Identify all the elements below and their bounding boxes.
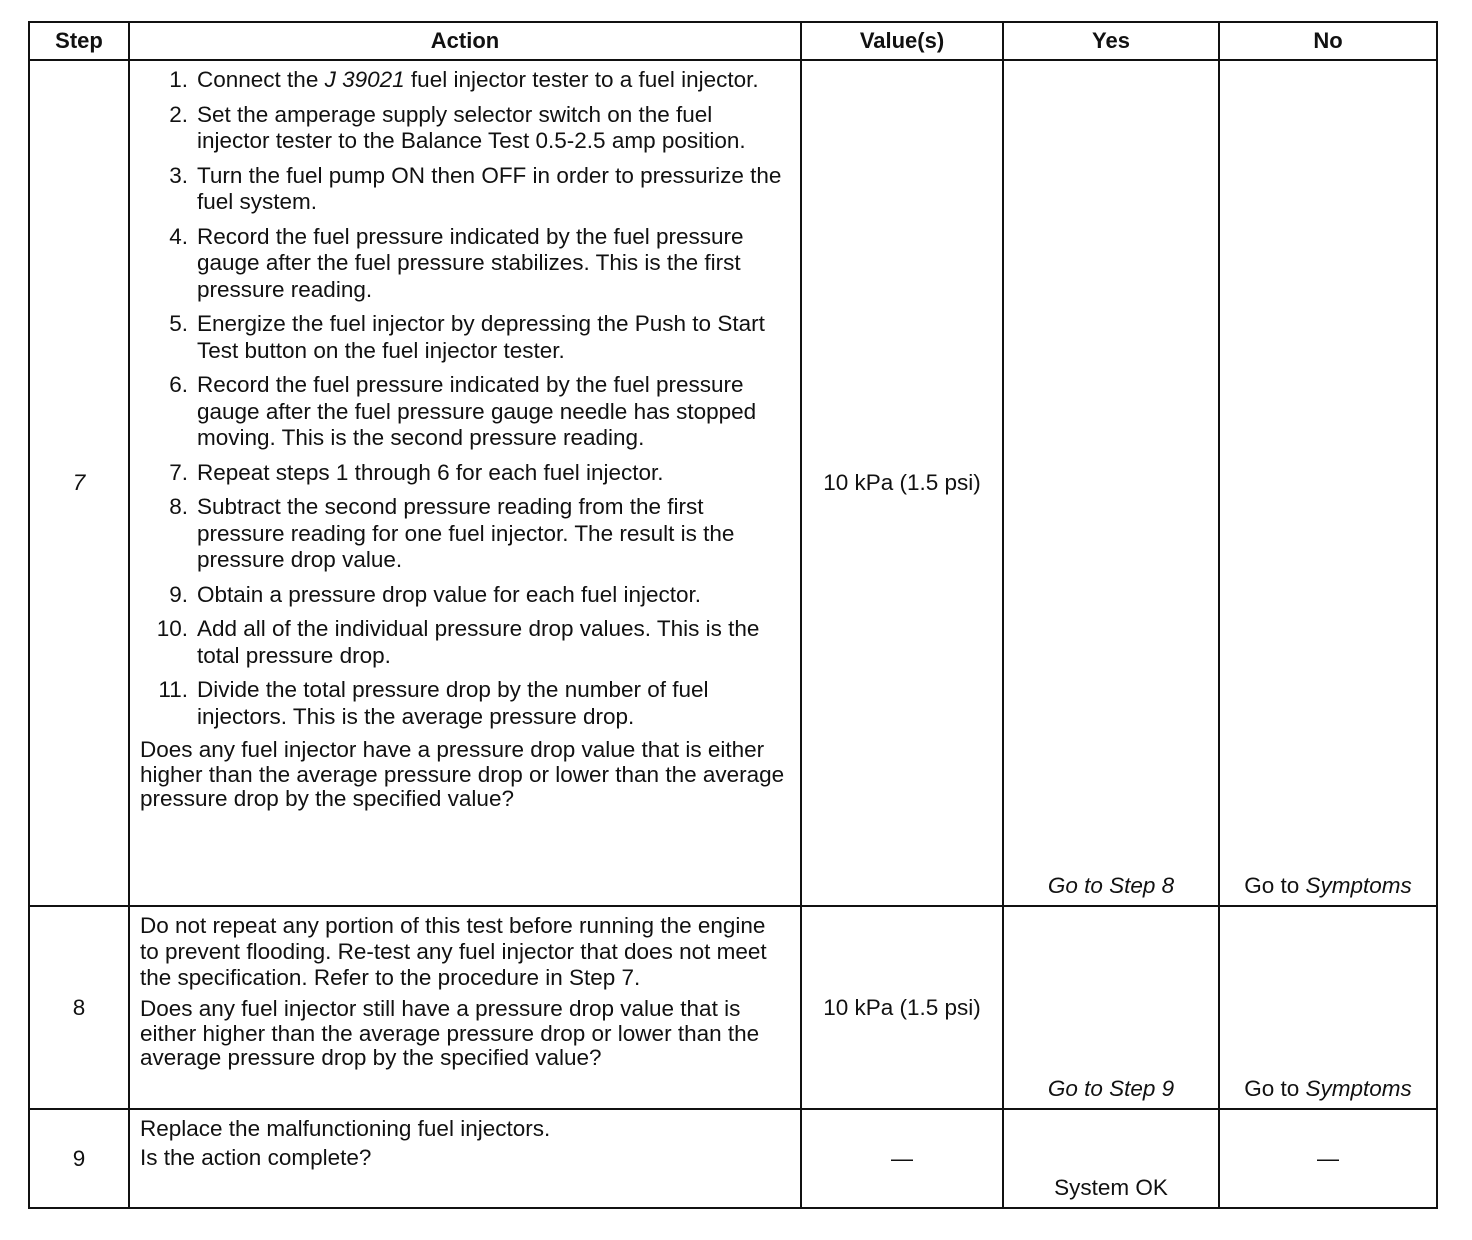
no-prefix: Go to (1244, 1076, 1306, 1101)
value-cell (801, 1109, 1003, 1208)
question-text: Is the action complete? (140, 1145, 372, 1170)
substep-text: Energize the fuel injector by depressing the Push to Start Test button on the fuel injector tester. (197, 311, 765, 363)
substep-number: 6. (169, 372, 188, 397)
question-text: Does any fuel injector still have a pressure drop value that is either higher than the average pressure drop or lower than the average pressure drop by the specified value? (140, 996, 760, 1070)
yes-cell (1003, 906, 1219, 1109)
no-link[interactable]: Symptoms (1305, 1076, 1412, 1101)
substep-item (140, 311, 790, 364)
question-text: Does any fuel injector have a pressure drop value that is either higher than the average pressure drop or lower than the average pressure drop by the specified value? (140, 737, 785, 811)
substep-number: 9. (169, 581, 188, 607)
substep-item (140, 224, 790, 304)
substep-text: Subtract the second pressure reading from the first pressure reading for one fuel injector. The result is the pressure drop value. (197, 494, 735, 572)
table-row-step-8 (29, 906, 1437, 1109)
substep-number: 1. (169, 67, 188, 92)
substep-number: 2. (169, 101, 188, 127)
substep-number: 7. (169, 459, 188, 485)
substep-text: Obtain a pressure drop value for each fuel injector. (197, 581, 702, 607)
no-link[interactable]: Symptoms (1305, 873, 1412, 898)
substep-text: Divide the total pressure drop by the number of fuel injectors. This is the average pressure drop. (197, 677, 709, 729)
header-step: Step (29, 22, 129, 60)
value-dash: — (891, 1145, 913, 1171)
substep-item (140, 102, 790, 155)
yes-link[interactable]: Go to Step 9 (1047, 1076, 1175, 1101)
tool-number: J 39021 (324, 67, 405, 92)
substep-item (140, 372, 790, 452)
value-cell: 10 kPa (1.5 psi) (801, 60, 1003, 906)
header-action: Action (129, 22, 801, 60)
yes-cell (1003, 60, 1219, 906)
no-cell (1219, 906, 1437, 1109)
action-cell (129, 906, 801, 1109)
yes-link[interactable]: Go to Step 8 (1047, 873, 1175, 898)
substep-item (140, 163, 790, 216)
diagnostic-table (28, 21, 1438, 1209)
step-number: 7 (29, 60, 129, 906)
substep-list (140, 67, 790, 730)
substep-item (140, 460, 790, 487)
substep-number: 8. (169, 494, 188, 519)
no-cell (1219, 1109, 1437, 1208)
substep-item (140, 67, 790, 94)
action-paragraph: Replace the malfunctioning fuel injectors. (140, 1116, 551, 1141)
substep-text-pre: Connect the (197, 67, 325, 92)
substep-text: Record the fuel pressure indicated by the fuel pressure gauge after the fuel pressure gauge needle has stopped moving. This is the second pressure reading. (197, 372, 757, 450)
substep-number: 11. (158, 677, 188, 702)
substep-number: 3. (169, 162, 188, 188)
no-dash: — (1317, 1145, 1339, 1171)
step-number: 8 (29, 906, 129, 1109)
substep-item (140, 494, 790, 574)
substep-text: Add all of the individual pressure drop values. This is the total pressure drop. (197, 616, 760, 668)
no-cell (1219, 60, 1437, 906)
header-yes: Yes (1003, 22, 1219, 60)
header-no: No (1219, 22, 1437, 60)
substep-number: 5. (169, 311, 188, 336)
table-row-step-9 (29, 1109, 1437, 1208)
no-prefix: Go to (1244, 873, 1306, 898)
yes-cell (1003, 1109, 1219, 1208)
header-row (29, 22, 1437, 60)
substep-text: Repeat steps 1 through 6 for each fuel injector. (197, 459, 664, 485)
substep-text-post: fuel injector tester to a fuel injector. (404, 67, 759, 92)
step-number: 9 (29, 1109, 129, 1208)
header-values: Value(s) (801, 22, 1003, 60)
substep-item (140, 616, 790, 669)
action-cell (129, 60, 801, 906)
action-paragraph: Do not repeat any portion of this test before running the engine to prevent flooding. Re-test any fuel injector that does not meet the specification. Refer to the procedure in Step 7. (140, 913, 767, 990)
substep-number: 10. (156, 616, 188, 641)
substep-text: Set the amperage supply selector switch on the fuel injector tester to the Balance Test 0.5-2.5 amp position. (197, 101, 746, 153)
substep-text: Turn the fuel pump ON then OFF in order to pressurize the fuel system. (197, 162, 782, 214)
table-row-step-7 (29, 60, 1437, 906)
value-cell: 10 kPa (1.5 psi) (801, 906, 1003, 1109)
substep-number: 4. (169, 223, 188, 249)
substep-text: Record the fuel pressure indicated by the fuel pressure gauge after the fuel pressure stabilizes. This is the first pressure reading. (197, 223, 744, 302)
action-cell (129, 1109, 801, 1208)
yes-result: System OK (1054, 1175, 1168, 1200)
substep-item (140, 677, 790, 730)
substep-item (140, 582, 790, 609)
